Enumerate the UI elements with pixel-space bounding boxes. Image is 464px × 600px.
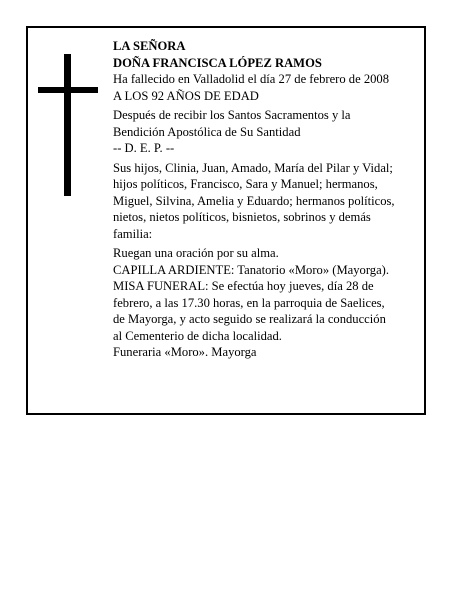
sacraments-line: Bendición Apostólica de Su Santidad (113, 124, 301, 139)
cross-vertical-bar (64, 54, 71, 196)
family-line: familia: (113, 226, 153, 241)
rip-line: -- D. E. P. -- (113, 141, 175, 155)
family-line: Sus hijos, Clinia, Juan, Amado, María del Pilar y Vidal; (113, 160, 393, 175)
obituary-text (113, 38, 425, 361)
funeral-line: febrero, a las 17.30 horas, en la parroquia de Saelices, (113, 295, 385, 310)
funeral-line: de Mayorga, y acto seguido se realizará la conducción (113, 312, 386, 326)
cross-horizontal-bar (38, 87, 98, 93)
deceased-name: DOÑA FRANCISCA LÓPEZ RAMOS (113, 55, 322, 70)
funeral-home-line: Funeraria «Moro». Mayorga (113, 345, 257, 359)
funeral-line: al Cementerio de dicha localidad. (113, 328, 282, 343)
age-line: A LOS 92 AÑOS DE EDAD (113, 88, 259, 103)
sacraments-line: Después de recibir los Santos Sacramentos y la (113, 108, 351, 122)
prayer-line: Ruegan una oración por su alma. (113, 246, 279, 260)
family-line: hijos políticos, Francisco, Sara y Manuel; hermanos, (113, 177, 378, 191)
cross-icon (38, 54, 98, 196)
family-line: nietos, nietos políticos, bisnietos, sobrinos y demás (113, 210, 371, 224)
family-line: Miguel, Silvina, Amelia y Eduardo; hermanos políticos, (113, 193, 395, 208)
chapel-line: CAPILLA ARDIENTE: Tanatorio «Moro» (Mayorga). (113, 262, 390, 277)
funeral-line: MISA FUNERAL: Se efectúa hoy jueves, día 28 de (113, 279, 374, 293)
notice-title: LA SEÑORA (113, 39, 186, 53)
death-date-line: Ha fallecido en Valladolid el día 27 de febrero de 2008 (113, 72, 390, 86)
